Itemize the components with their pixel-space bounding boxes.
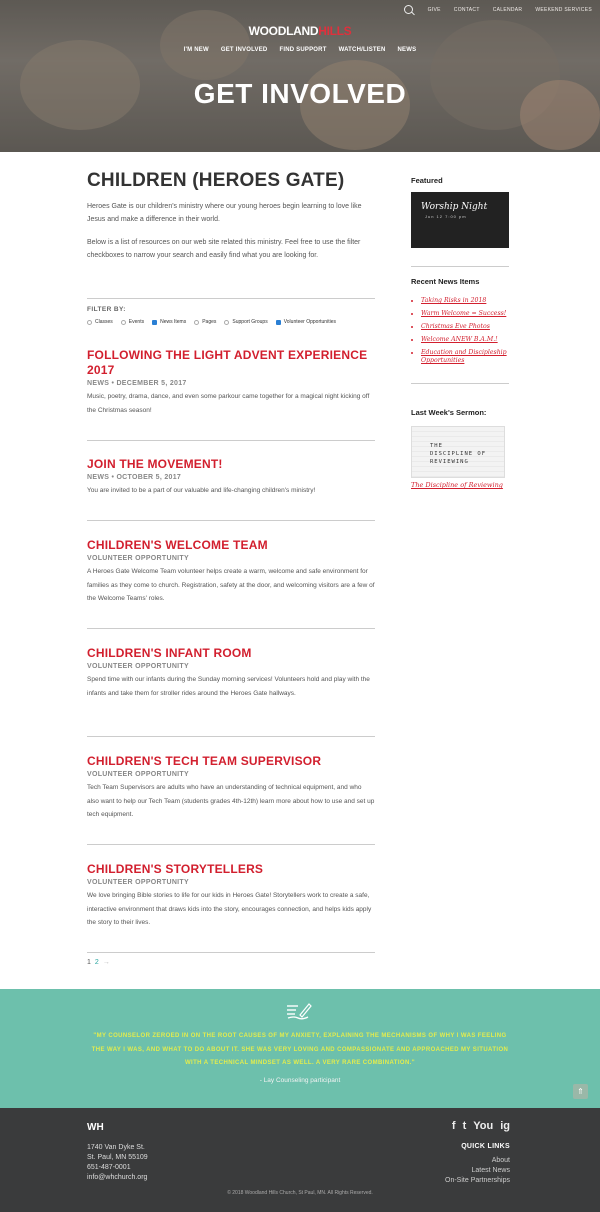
divider: [87, 520, 375, 521]
divider: [87, 952, 375, 953]
filter-checkbox[interactable]: [121, 320, 126, 325]
hero-title: GET INVOLVED: [193, 78, 407, 109]
nav-calendar-link[interactable]: CALENDAR: [492, 6, 523, 13]
main-nav-im-new[interactable]: I'M NEW: [183, 47, 209, 53]
search-icon[interactable]: [404, 5, 413, 14]
site-footer: [0, 1108, 600, 1212]
result-description: We love bringing Bible stories to life for our kids in Heroes Gate! Storytellers work to create a safe, interactive environment that draws kids into the story, encourages connection, and helps kids apply the story to their lives.: [87, 892, 372, 926]
result-meta: NEWS • OCTOBER 5, 2017: [87, 474, 182, 481]
filter-events[interactable]: [121, 319, 144, 325]
filter-pages[interactable]: [194, 319, 216, 325]
result-title-link[interactable]: JOIN THE MOVEMENT!: [87, 457, 223, 471]
featured-heading: Featured: [411, 176, 447, 185]
sermon-heading: Last Week's Sermon:: [411, 408, 490, 417]
quick-link-about[interactable]: About: [491, 1157, 510, 1164]
nav-contact-link[interactable]: CONTACT: [453, 6, 480, 13]
filter-option-label: Classes: [95, 319, 113, 325]
sermon-image-line: DISCIPLINE OF: [430, 451, 487, 457]
filter-checkbox[interactable]: [224, 320, 229, 325]
result-meta: VOLUNTEER OPPORTUNITY: [87, 771, 189, 778]
page-title: CHILDREN (HEROES GATE): [87, 170, 345, 191]
result-title-link[interactable]: CHILDREN'S TECH TEAM SUPERVISOR: [87, 754, 322, 768]
featured-image[interactable]: [411, 192, 509, 248]
result-item: [87, 457, 375, 498]
logo-part-1: WOODLAND: [248, 24, 319, 38]
filter-option-label: Volunteer Opportunities: [283, 319, 336, 325]
footer-phone[interactable]: 651-487-0001: [87, 1164, 131, 1171]
quick-link-onsite-partnerships[interactable]: On-Site Partnerships: [445, 1177, 510, 1184]
utility-nav: [404, 5, 592, 14]
page-current: 1: [87, 959, 91, 966]
page-2-link[interactable]: 2: [94, 959, 99, 966]
featured-image-subtitle: Jun 12 7:00 pm: [425, 214, 467, 219]
result-item: [87, 348, 375, 417]
intro-paragraph-2: Below is a list of resources on our web site related this ministry. Feel free to use the filter checkboxes to narrow your search and easily find what you are looking for.: [87, 239, 361, 259]
filter-option-label: Events: [128, 319, 145, 325]
result-title-link[interactable]: FOLLOWING THE LIGHT ADVENT EXPERIENCE 2017: [87, 348, 368, 377]
main-nav-watch-listen[interactable]: WATCH/LISTEN: [338, 47, 386, 53]
filter-option-label: News Items: [160, 319, 187, 325]
filter-checkbox[interactable]: [87, 320, 92, 325]
sermon-image[interactable]: [411, 426, 505, 478]
divider: [87, 440, 375, 441]
hero-banner: [0, 0, 600, 152]
result-item: [87, 538, 375, 606]
quick-links-heading: QUICK LINKS: [461, 1143, 510, 1150]
testimonial-quote: "MY COUNSELOR ZEROED IN ON THE ROOT CAUSES OF MY ANXIETY, EXPLAINING THE MECHANISMS OF WHY I WAS FEELING THE WAY I WAS, AND WHAT TO DO ABOUT IT. SHE WAS VERY LOVING AND COMPASSIONATE AND APPROACHED MY SITUATION WITH A TECHNICAL MINDSET AS WELL. A VERY RARE COMBINATION.": [91, 1033, 509, 1066]
twitter-icon[interactable]: t: [462, 1120, 467, 1132]
filter-checkbox-checked[interactable]: [152, 320, 157, 325]
instagram-icon[interactable]: ig: [500, 1120, 510, 1132]
filter-option-label: Support Groups: [232, 319, 268, 325]
main-content: [87, 170, 375, 926]
filter-label: FILTER BY:: [87, 306, 126, 313]
main-nav-news[interactable]: NEWS: [397, 47, 417, 53]
news-link[interactable]: • Warm Welcome = Success!: [421, 310, 509, 318]
filter-classes[interactable]: [87, 319, 113, 325]
testimonial-section: [0, 989, 600, 1108]
pagination: [87, 959, 110, 966]
intro-text: [87, 200, 375, 262]
news-link[interactable]: • Taking Risks in 2018: [421, 297, 509, 305]
news-link[interactable]: • Welcome ANEW B.A.M.!: [421, 336, 509, 344]
footer-email[interactable]: info@whchurch.org: [87, 1174, 148, 1181]
news-list: [411, 297, 509, 365]
filter-checkbox-checked[interactable]: [276, 320, 281, 325]
social-links: [452, 1120, 510, 1132]
sermon-image-text: [430, 442, 486, 466]
logo-part-2: HILLS: [318, 24, 352, 38]
quick-link-latest-news[interactable]: Latest News: [471, 1167, 510, 1174]
featured-image-title: Worship Night: [421, 202, 488, 212]
sidebar-featured: [411, 170, 509, 267]
filter-news-items[interactable]: [152, 319, 186, 325]
filter-volunteer-opportunities[interactable]: [276, 319, 336, 325]
copyright: © 2018 Woodland Hills Church, St Paul, MN. All Rights Reserved.: [227, 1190, 373, 1196]
result-meta: VOLUNTEER OPPORTUNITY: [87, 555, 189, 562]
pen-writing-icon: [286, 1002, 312, 1020]
divider: [411, 383, 509, 384]
result-description: Tech Team Supervisors are adults who have an understanding of technical equipment, and who also want to help our Tech Team (students grades 4th-12th) learn more about how to use and set up tech equipment.: [87, 784, 375, 818]
sermon-image-line: REVIEWING: [430, 459, 469, 465]
youtube-icon[interactable]: You: [473, 1120, 494, 1132]
result-meta: NEWS • DECEMBER 5, 2017: [87, 380, 187, 387]
intro-paragraph-1: Heroes Gate is our children's ministry where our young heroes begin learning to love like Jesus and make a difference in their world.: [87, 203, 362, 223]
footer-brand[interactable]: WH: [87, 1122, 104, 1133]
filter-options: [87, 319, 375, 325]
result-meta: VOLUNTEER OPPORTUNITY: [87, 663, 189, 670]
main-nav: [0, 47, 600, 53]
result-title-link[interactable]: CHILDREN'S INFANT ROOM: [87, 646, 252, 660]
back-to-top-icon[interactable]: ⇑: [573, 1084, 588, 1099]
result-item: [87, 862, 375, 930]
result-item: [87, 754, 375, 822]
site-logo[interactable]: [0, 24, 600, 38]
divider: [87, 628, 375, 629]
divider: [87, 844, 375, 845]
news-link[interactable]: • Education and Discipleship Opportunities: [421, 349, 509, 365]
result-description: Music, poetry, drama, dance, and even some parkour came together for a magical night kicking off the Christmas season!: [87, 393, 370, 414]
result-title-link[interactable]: CHILDREN'S STORYTELLERS: [87, 862, 264, 876]
footer-address: [87, 1143, 148, 1183]
filter-checkbox[interactable]: [194, 320, 199, 325]
divider: [87, 736, 375, 737]
quick-links: [445, 1156, 510, 1186]
testimonial-author: - Lay Counseling participant: [259, 1077, 341, 1084]
next-page-arrow-icon[interactable]: →: [102, 959, 110, 966]
sermon-image-line: THE: [430, 443, 443, 449]
sermon-link[interactable]: The Discipline of Reviewing: [411, 481, 503, 489]
sidebar-sermon: [411, 402, 509, 489]
news-heading: Recent News Items: [411, 277, 483, 286]
news-link[interactable]: • Christmas Eve Photos: [421, 323, 509, 331]
result-meta: VOLUNTEER OPPORTUNITY: [87, 879, 189, 886]
facebook-icon[interactable]: f: [451, 1120, 456, 1132]
result-item: [87, 646, 375, 700]
address-line-1: 1740 Van Dyke St.: [87, 1144, 145, 1151]
main-nav-find-support[interactable]: FIND SUPPORT: [279, 47, 327, 53]
filter-panel: [87, 298, 375, 325]
result-description: Spend time with our infants during the Sunday morning services! Volunteers hold and play with the infants and take them for stroller rides around the Heroes Gate hallways.: [87, 676, 370, 697]
nav-give-link[interactable]: GIVE: [427, 6, 441, 13]
sidebar-news: [411, 271, 509, 384]
divider: [411, 266, 509, 267]
address-line-2: St. Paul, MN 55109: [87, 1154, 148, 1161]
result-description: A Heroes Gate Welcome Team volunteer helps create a warm, welcome and safe environment for families as they come to church. Registration, safety at the door, and welcoming visitors are a few of the Welcome Teams' roles.: [87, 568, 375, 602]
result-description: You are invited to be a part of our valuable and life-changing children's ministry!: [87, 487, 316, 494]
nav-weekend-services-link[interactable]: WEEKEND SERVICES: [535, 6, 592, 13]
main-nav-get-involved[interactable]: GET INVOLVED: [220, 47, 268, 53]
filter-support-groups[interactable]: [224, 319, 267, 325]
result-title-link[interactable]: CHILDREN'S WELCOME TEAM: [87, 538, 268, 552]
filter-option-label: Pages: [202, 319, 217, 325]
